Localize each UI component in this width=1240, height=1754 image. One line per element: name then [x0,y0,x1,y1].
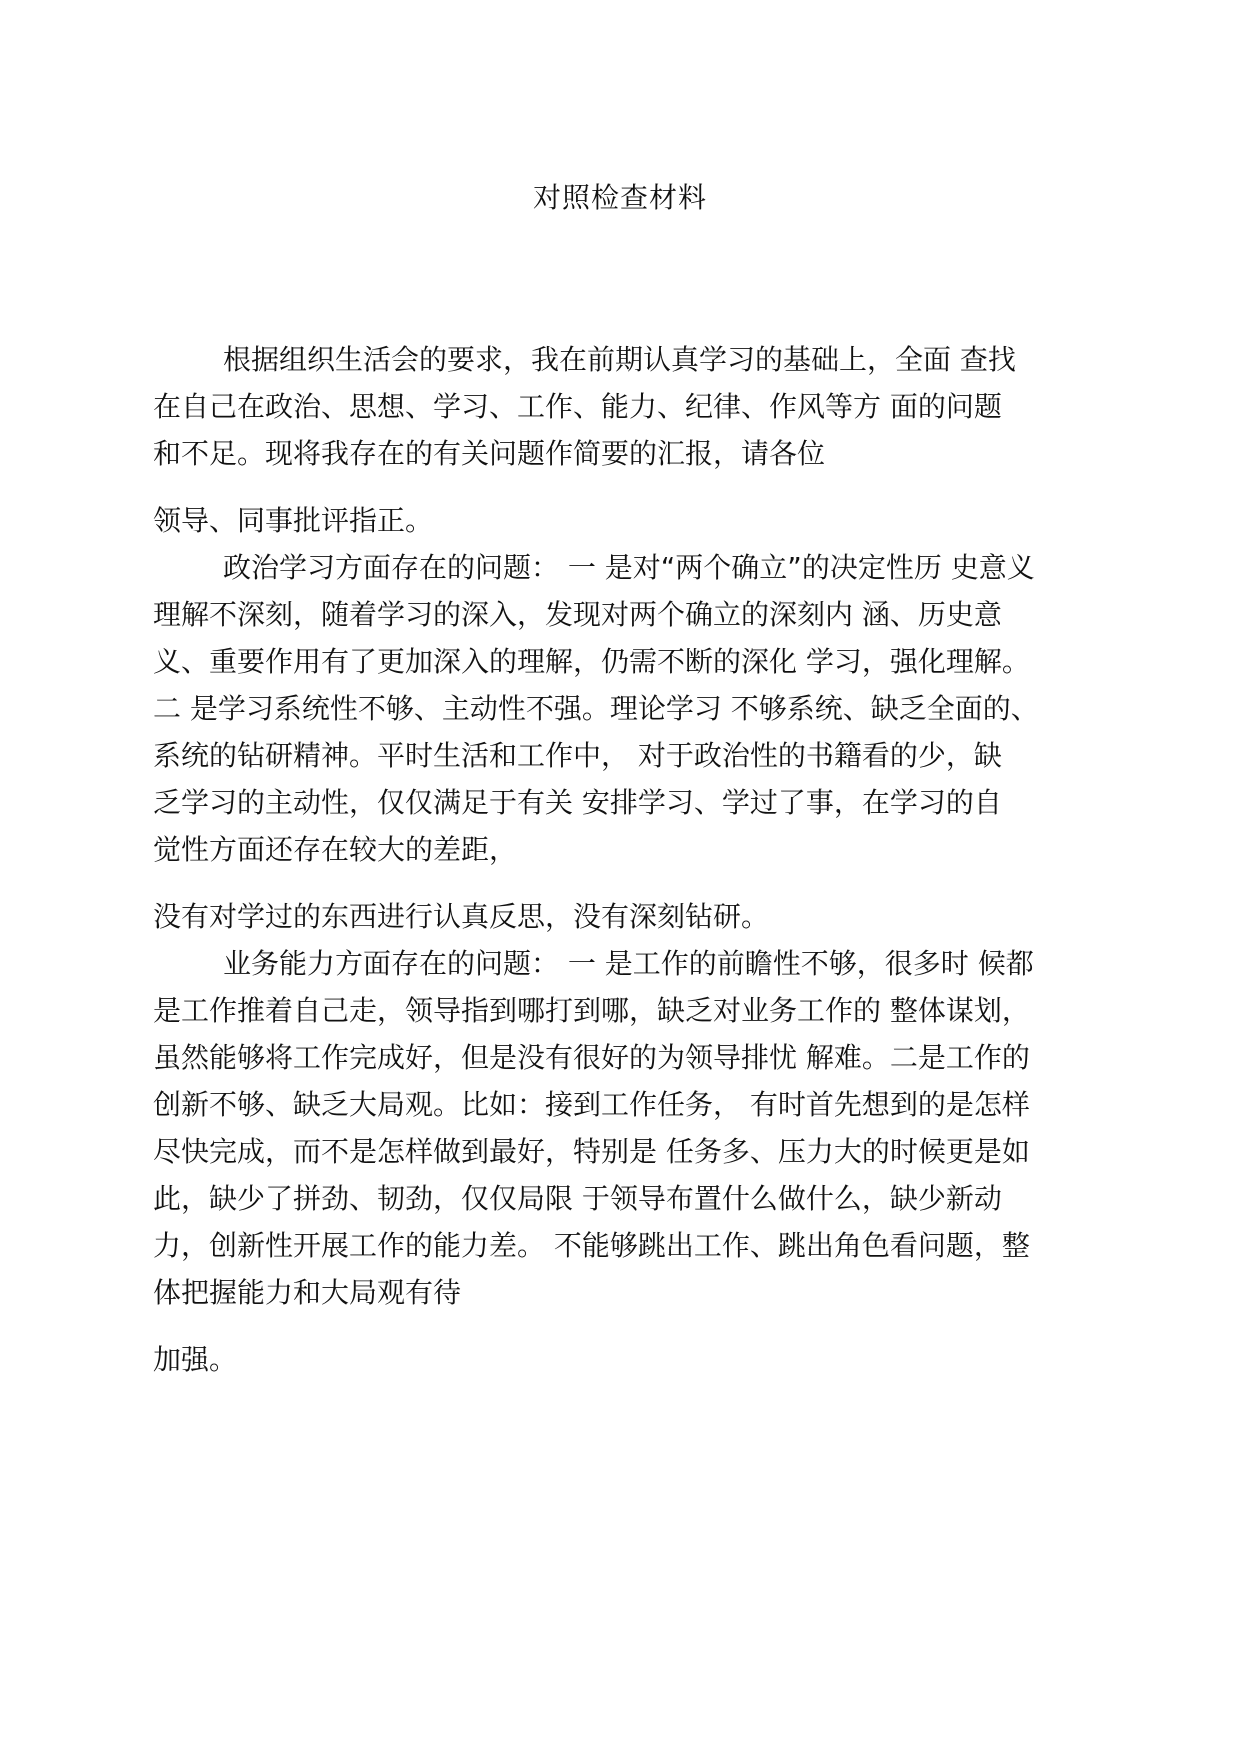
text-line: 乏学习的主动性，仅仅满足于有关 安排学习、学过了事，在学习的自 [153,786,1002,819]
text-line: 和不足。现将我存在的有关问题作简要的汇报，请各位 [153,437,826,470]
text-line: 二 是学习系统性不够、主动性不强。理论学习 不够系统、缺乏全面的、 [153,692,1039,725]
document-body [153,336,1093,1383]
text-line: 尽快完成，而不是怎样做到最好，特别是 任务多、压力大的时候更是如 [153,1135,1030,1168]
document-title: 对照检查材料 [532,181,707,214]
text-line: 在自己在政治、思想、学习、工作、能力、纪律、作风等方 面的问题 [153,390,1002,423]
text-line: 是工作推着自己走，领导指到哪打到哪，缺乏对业务工作的 整体谋划， [153,994,1030,1027]
text-line: 系统的钻研精神。平时生活和工作中， 对于政治性的书籍看的少，缺 [153,739,1002,772]
text-line: 领导、同事批评指正。 [153,504,434,537]
text-line: 创新不够、缺乏大局观。比如：接到工作任务， 有时首先想到的是怎样 [153,1088,1030,1121]
text-line: 加强。 [153,1343,238,1376]
text-line: 业务能力方面存在的问题： 一 是工作的前瞻性不够，很多时 候都 [223,947,1034,980]
text-line: 力，创新性开展工作的能力差。 不能够跳出工作、跳出角色看问题，整 [153,1229,1030,1262]
text-line: 理解不深刻，随着学习的深入，发现对两个确立的深刻内 涵、历史意 [153,598,1002,631]
text-line: 觉性方面还存在较大的差距， [153,833,518,866]
text-line: 体把握能力和大局观有待 [153,1276,462,1309]
text-line: 政治学习方面存在的问题： 一 是对“两个确立”的决定性历 史意义 [223,551,1035,584]
text-line: 根据组织生活会的要求，我在前期认真学习的基础上，全面 查找 [223,343,1016,376]
text-line: 虽然能够将工作完成好，但是没有很好的为领导排忧 解难。二是工作的 [153,1041,1030,1074]
text-line: 没有对学过的东西进行认真反思，没有深刻钻研。 [153,900,770,933]
text-line: 此，缺少了拼劲、韧劲，仅仅局限 于领导布置什么做什么，缺少新动 [153,1182,1002,1215]
text-line: 义、重要作用有了更加深入的理解，仍需不断的深化 学习，强化理解。 [153,645,1030,678]
